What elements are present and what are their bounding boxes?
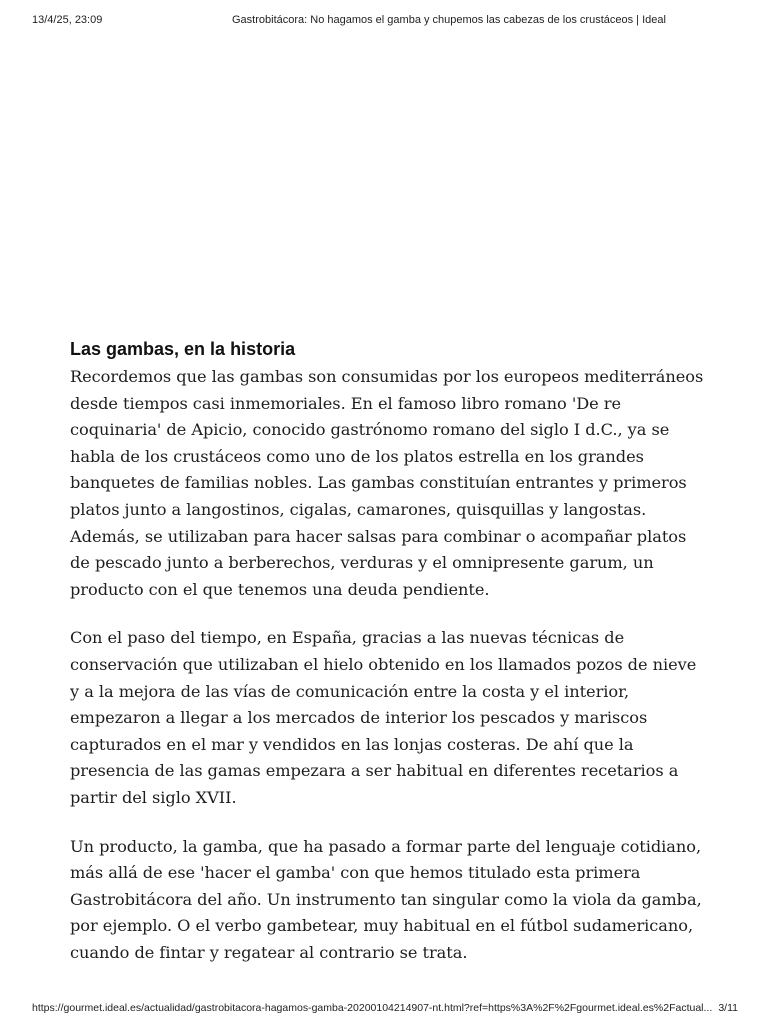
- paragraph-1: Recordemos que las gambas son consumidas por los europeos mediterráneos desde tiempos casi inmemoriales. En el famoso libro romano 'De re coquinaria' de Apicio, conocido gastrónomo romano del siglo I d.C., ya se habla de los crustáceos como uno de los platos estrella en los grandes banquetes de familias nobles. Las gambas constituían entrantes y primeros platos junto a langostinos, cigalas, camarones, quisquillas y langostas. Además, se utilizaban para hacer salsas para combinar o acompañar platos de pescado junto a berberechos, verduras y el omnipresente garum, un producto con el que tenemos una deuda pendiente.: [70, 367, 704, 599]
- print-url: https://gourmet.ideal.es/actualidad/gastrobitacora-hagamos-gamba-20200104214907-nt.html?ref=https%3A%2F%2Fgourmet.ideal.es%2Factual...: [32, 1002, 713, 1014]
- paragraph-2: Con el paso del tiempo, en España, gracias a las nuevas técnicas de conservación que utilizaban el hielo obtenido en los llamados pozos de nieve y a la mejora de las vías de comunicación entre la costa y el interior, empezaron a llegar a los mercados de interior los pescados y mariscos capturados en el mar y vendidos en las lonjas costeras. De ahí que la presencia de las gamas empezara a ser habitual en diferentes recetarios a partir del siglo XVII.: [70, 628, 697, 807]
- page-number: 3/11: [718, 1002, 738, 1014]
- print-date: 13/4/25, 23:09: [32, 14, 103, 26]
- paragraph-3: Un producto, la gamba, que ha pasado a formar parte del lenguaje cotidiano, más allá de ese 'hacer el gamba' con que hemos titulado esta primera Gastrobitácora del año. Un instrumento tan singular como la viola da gamba, por ejemplo. O el verbo gambetear, muy habitual en el fútbol sudamericano, cuando de fintar y regatear al contrario se trata.: [70, 836, 702, 962]
- print-footer: [0, 1000, 768, 1024]
- blank-media-area: [0, 30, 768, 330]
- article-body: [70, 336, 710, 988]
- section-heading: Las gambas, en la historia: [70, 339, 296, 359]
- print-page-title: Gastrobitácora: No hagamos el gamba y chupemos las cabezas de los crustáceos | Ideal: [232, 14, 666, 26]
- print-header: [0, 0, 768, 30]
